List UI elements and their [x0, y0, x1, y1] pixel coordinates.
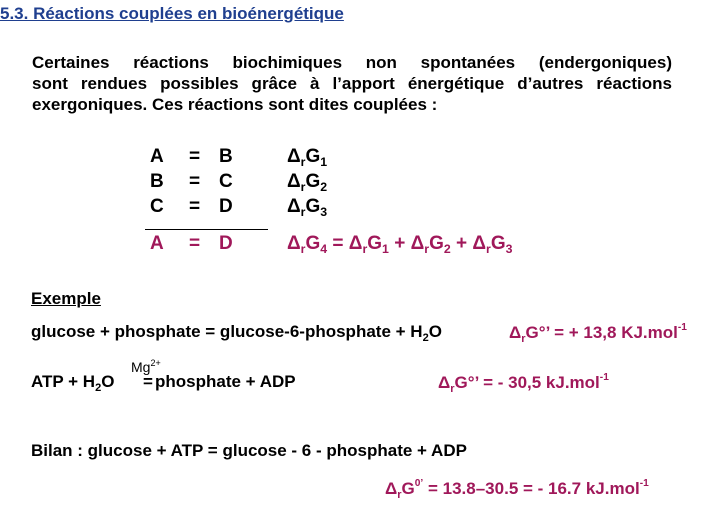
reaction-1-delta: $\Delta_rG_1$ [287, 146, 328, 169]
sum-op: = [189, 233, 201, 254]
bilan-dg: $\Delta_rG^{0’} = 13.8-30.5$ = - 16.7 kJ.mol$^{-1}$ [385, 478, 649, 501]
reaction-1-op: = [189, 146, 201, 167]
reaction-3-left: C [150, 196, 164, 217]
reaction-3-delta: $\Delta_rG_3$ [287, 196, 328, 219]
intro-line-2: sont rendues possibles grâce à l’apport énergétique d’autres réactions [32, 74, 672, 93]
intro-line-1: Certaines réactions biochimiques non spontanées (endergoniques) [32, 53, 672, 72]
reaction-2-op: = [189, 171, 201, 192]
reaction-1-right: B [219, 146, 233, 167]
reaction-3-op: = [189, 196, 201, 217]
reaction-2-delta: $\Delta_rG_2$ [287, 171, 328, 194]
sum-delta-equation: $\Delta_rG_4 = \Delta_rG_1 + \Delta_rG_2 + \Delta_rG_3$ [287, 233, 513, 256]
example-line-2-dg: $\Delta_rG^\circ$’ = - 30,5 kJ.mol$^{-1}$ [438, 372, 609, 395]
bilan-line: Bilan : glucose + ATP = glucose - 6 - phosphate + ADP [31, 441, 467, 460]
sum-divider [145, 229, 268, 230]
reaction-1-left: A [150, 146, 164, 167]
reaction-3-right: D [219, 196, 233, 217]
example-line-1: glucose + phosphate = glucose-6-phosphate + $H_2O$ [31, 322, 442, 344]
example-heading: Exemple [31, 289, 101, 308]
reaction-2-left: B [150, 171, 164, 192]
reaction-2-right: C [219, 171, 233, 192]
example-line-2: ATP + $H_2O$ [31, 372, 115, 394]
example-line-2-eq: = [143, 372, 153, 391]
sum-right: D [219, 233, 233, 254]
intro-line-3: exergoniques. Ces réactions sont dites couplées : [32, 95, 438, 114]
mg-catalyst-label: $Mg^{2+}$ [131, 358, 161, 375]
section-title: 5.3. Réactions couplées en bioénergétique [0, 4, 344, 23]
example-line-2-rest: phosphate + ADP [155, 372, 296, 391]
intro-paragraph [32, 52, 672, 115]
example-line-1-dg: $\Delta_rG^\circ$’ = + 13,8 KJ.mol$^{-1}$ [509, 322, 687, 345]
sum-left: A [150, 233, 164, 254]
